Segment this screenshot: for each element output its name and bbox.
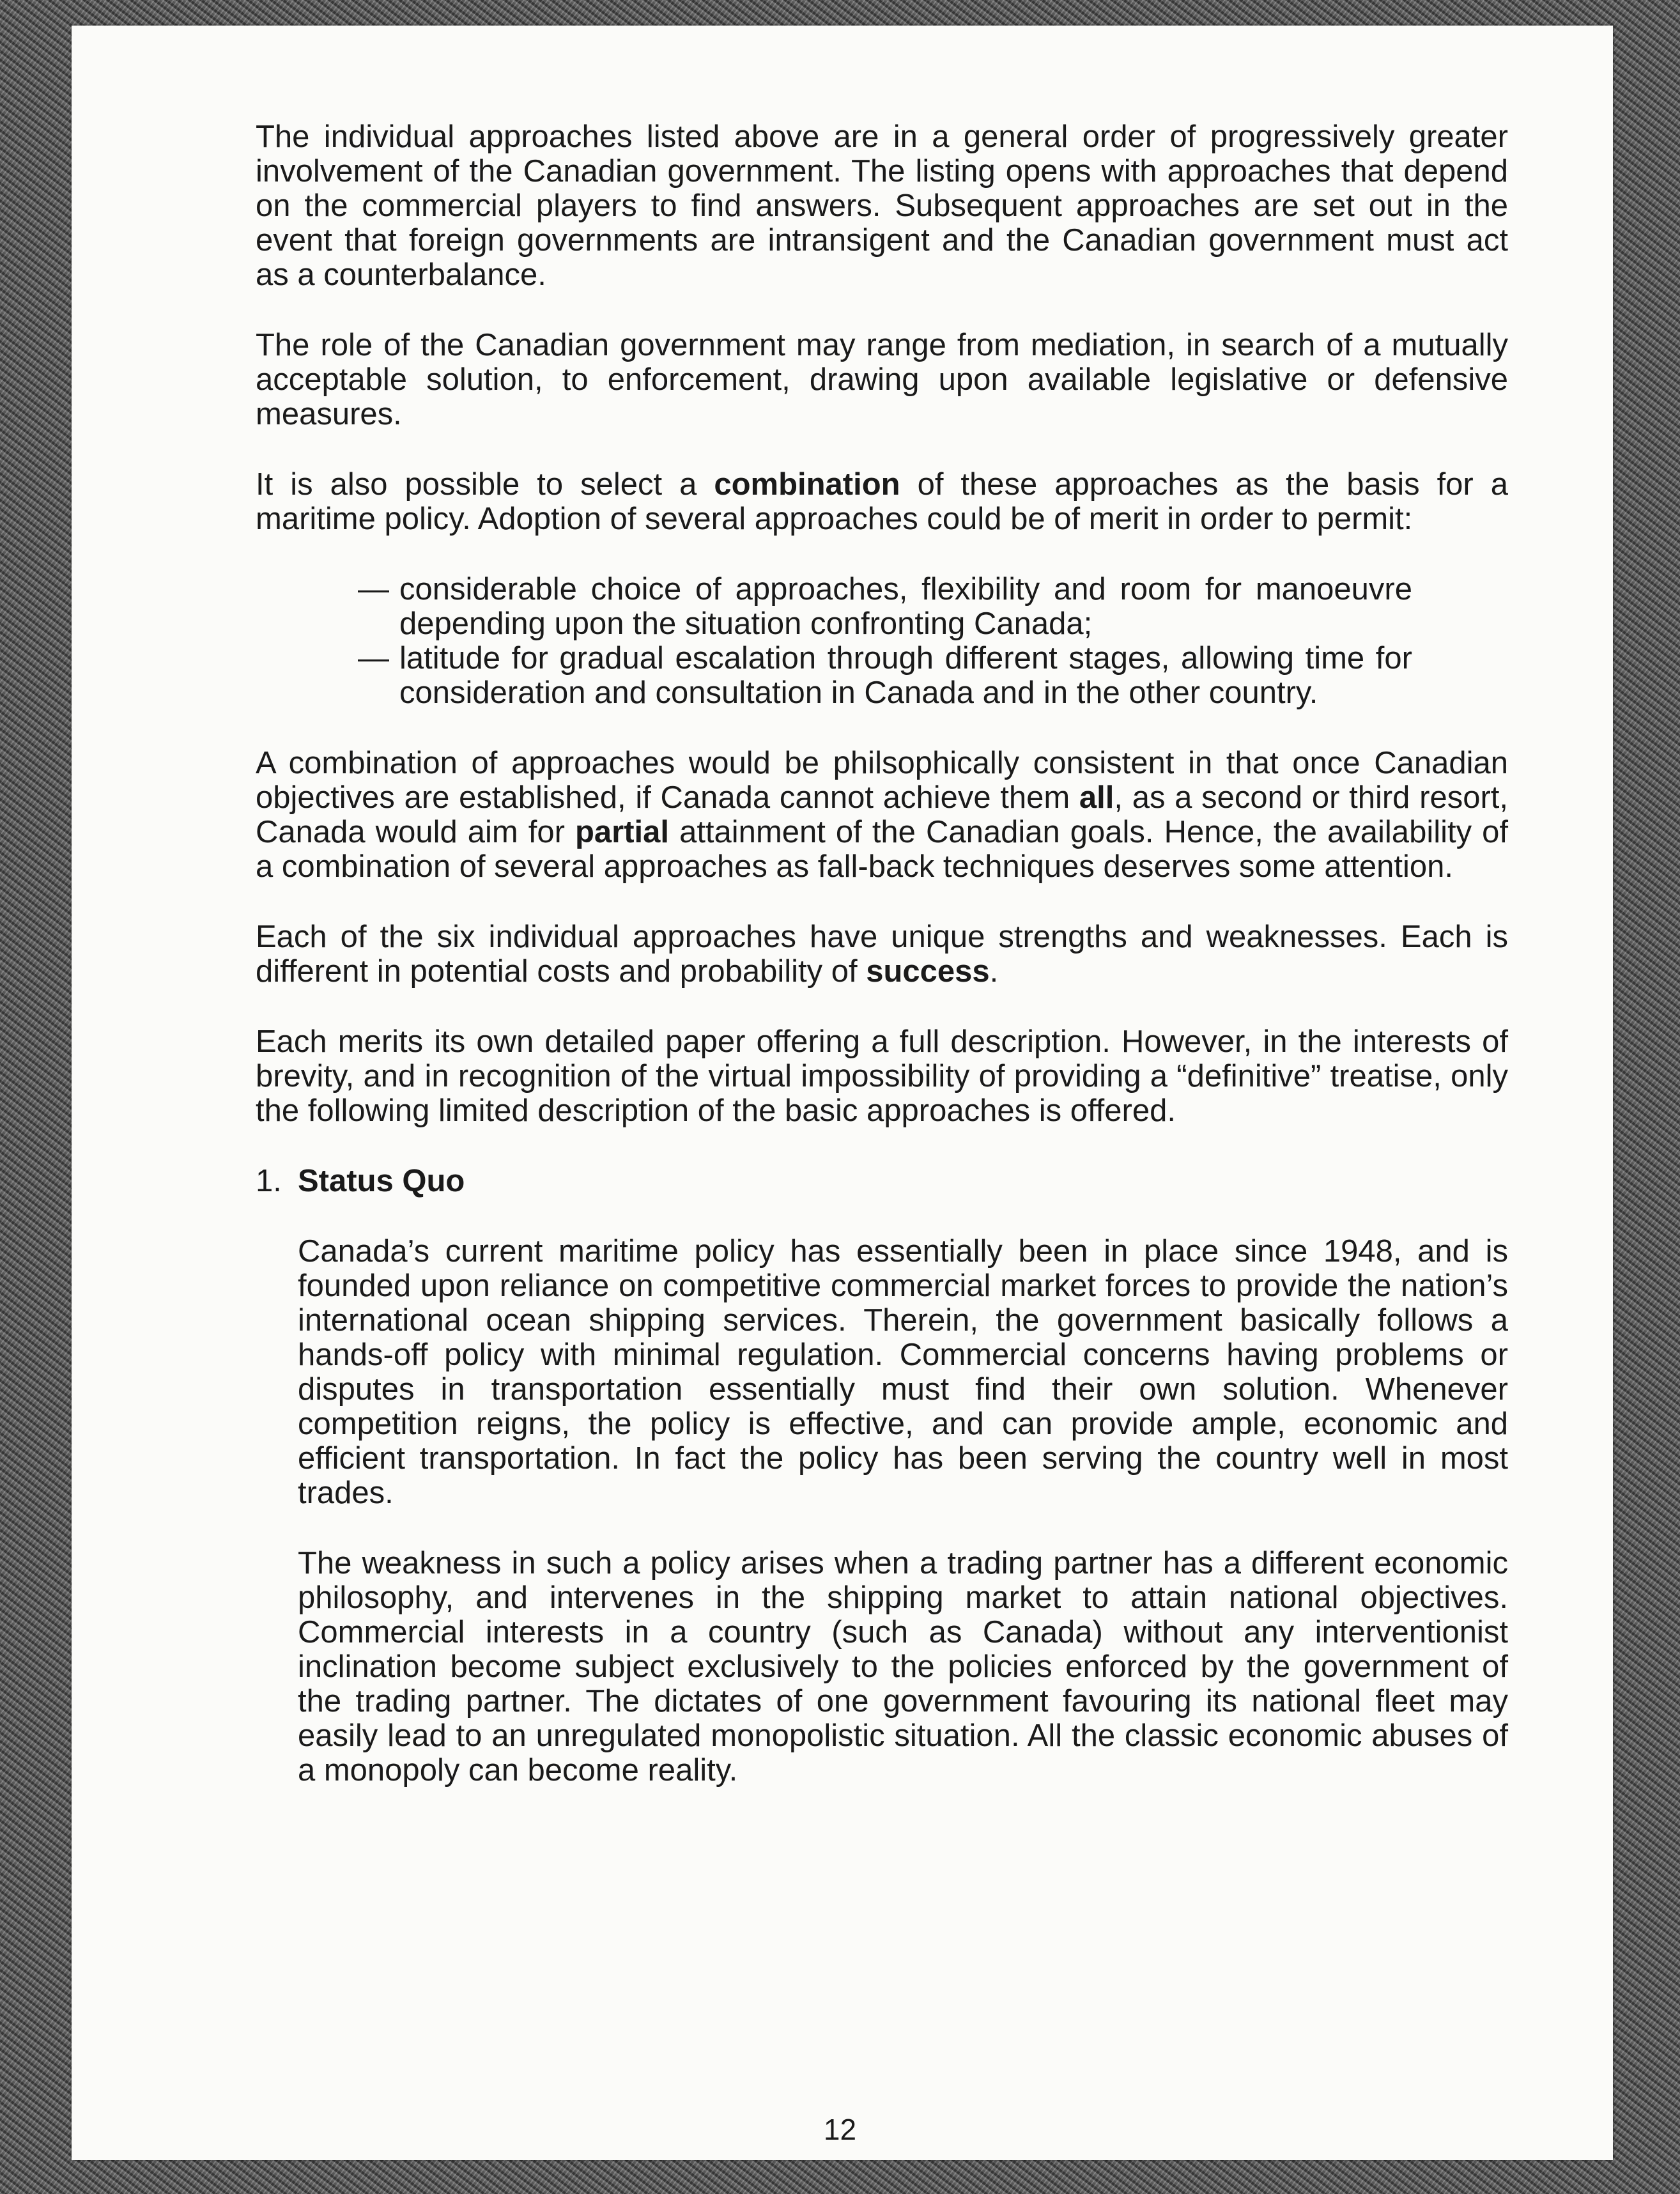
bullet-text: considerable choice of approaches, flexibility and room for manoeuvre depending upon the situation confronting Canada;	[399, 572, 1412, 641]
section-title: Status Quo	[298, 1164, 465, 1198]
section-heading	[256, 1164, 1508, 1198]
bullet-item	[358, 641, 1412, 710]
bullet-text: latitude for gradual escalation through different stages, allowing time for consideration and consultation in Canada and in the other country.	[399, 641, 1412, 710]
section-body	[256, 1234, 1508, 1788]
section-number: 1.	[256, 1164, 282, 1198]
intro-paragraph-1: The individual approaches listed above are in a general order of progressively greater involvement of the Canadian government. The listing opens with approaches that depend on the commercial players to find answers. Subsequent approaches are set out in the event that foreign governments are intransigent and the Canadian government must act as a counterbalance.	[256, 120, 1508, 292]
intro-paragraph-2: The role of the Canadian government may range from mediation, in search of a mutually acceptable solution, to enforcement, drawing upon available legislative or defensive measures.	[256, 328, 1508, 431]
document-body	[256, 120, 1508, 1788]
fallback-text-2: , as a second or third resort, Canada would aim for	[256, 780, 1508, 849]
six-bold-success: success	[866, 954, 990, 989]
combination-paragraph	[256, 467, 1508, 536]
bullet-item	[358, 572, 1412, 641]
section-paragraph-1: Canada’s current maritime policy has essentially been in place since 1948, and is founded upon reliance on competitive commercial market forces to provide the nation’s international ocean shipping services. Therein, the government basically follows a hands-off policy with minimal regulation. Commercial concerns having problems or disputes in transportation essentially must find their own solution. Whenever competition reigns, the policy is effective, and can provide ample, economic and efficient transportation. In fact the policy has been serving the country well in most trades.	[298, 1234, 1508, 1510]
page-number: 12	[823, 2113, 857, 2146]
six-text-before: Each of the six individual approaches have unique strengths and weaknesses. Each is different in potential costs and probability of	[256, 920, 1508, 989]
fallback-text-3: attainment of the Canadian goals. Hence, the availability of a combination of several approaches as fall-back techniques deserves some attention.	[256, 815, 1508, 884]
fallback-paragraph	[256, 746, 1508, 884]
fallback-text-1: A combination of approaches would be philsophically consistent in that once Canadian objectives are established, if Canada cannot achieve them	[256, 746, 1508, 815]
bullet-list	[256, 572, 1412, 710]
bullet-dash: —	[358, 641, 389, 676]
bullet-dash: —	[358, 572, 389, 606]
combination-text-after: of these approaches as the basis for a maritime policy. Adoption of several approaches could be of merit in order to permit:	[256, 467, 1508, 536]
combination-text-before: It is also possible to select a	[256, 467, 714, 502]
merits-paragraph: Each merits its own detailed paper offering a full description. However, in the interests of brevity, and in recognition of the virtual impossibility of providing a “definitive” treatise, only the following limited description of the basic approaches is offered.	[256, 1024, 1508, 1128]
fallback-bold-partial: partial	[574, 815, 670, 849]
combination-bold: combination	[714, 467, 900, 502]
fallback-bold-all: all	[1079, 780, 1114, 815]
six-text-after: .	[989, 954, 999, 989]
section-paragraph-2: The weakness in such a policy arises when a trading partner has a different economic philosophy, and intervenes in the shipping market to attain national objectives. Commercial interests in a country (such as Canada) without any interventionist inclination become subject exclusively to the policies enforced by the government of the trading partner. The dictates of one government favouring its national fleet may easily lead to an unregulated monopolistic situation. All the classic economic abuses of a monopoly can become reality.	[298, 1546, 1508, 1788]
six-approaches-paragraph	[256, 920, 1508, 989]
